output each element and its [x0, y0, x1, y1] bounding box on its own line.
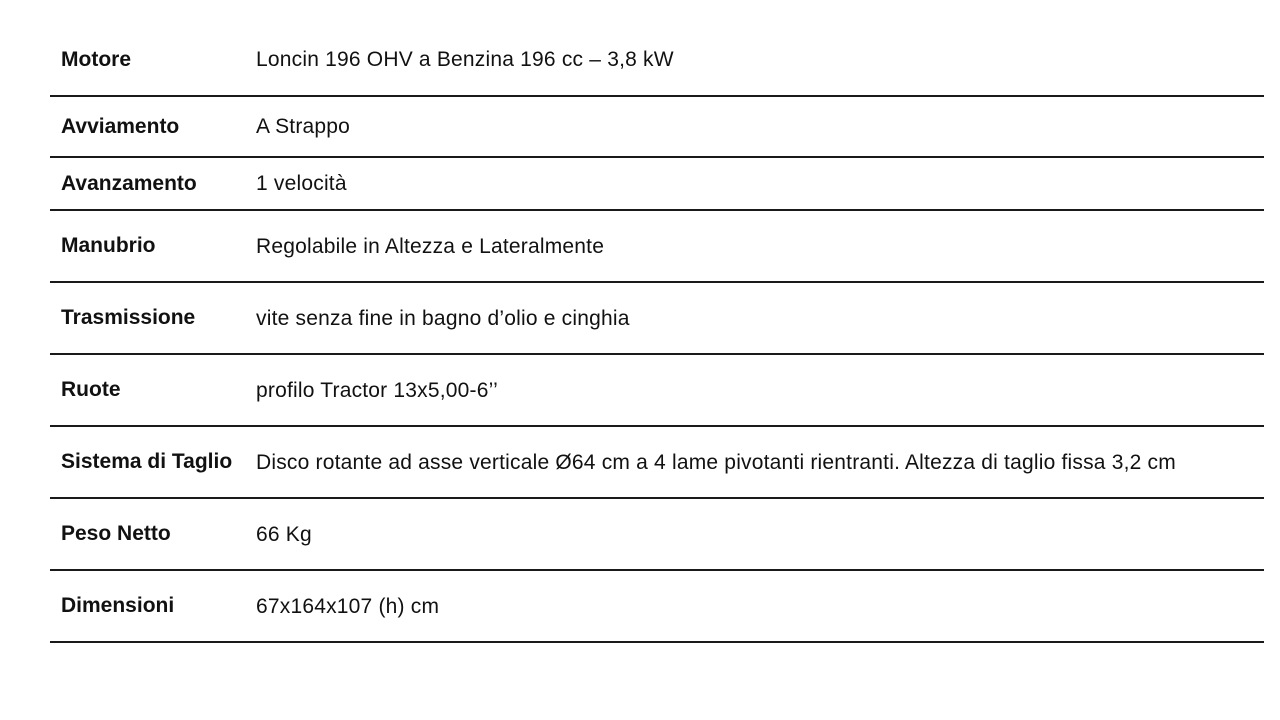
spec-value: Loncin 196 OHV a Benzina 196 cc – 3,8 kW [256, 48, 674, 71]
spec-row-sistema-di-taglio [50, 426, 1264, 498]
spec-value: 1 velocità [256, 172, 347, 195]
spec-value: Regolabile in Altezza e Lateralmente [256, 234, 605, 258]
spec-row-dimensioni [50, 570, 1264, 642]
spec-value: vite senza fine in bagno d’olio e cinghia [256, 306, 630, 330]
spec-label: Motore [61, 47, 131, 71]
spec-row-trasmissione [50, 282, 1264, 354]
spec-label: Sistema di Taglio [61, 450, 233, 473]
spec-value: Disco rotante ad asse verticale Ø64 cm a 4 lame pivotanti rientranti. Altezza di taglio fissa 3,2 cm [256, 450, 1176, 474]
spec-label: Ruote [61, 378, 121, 401]
spec-label: Dimensioni [61, 594, 175, 617]
spec-row-ruote [50, 354, 1264, 426]
spec-row-peso-netto [50, 498, 1264, 570]
spec-row-avanzamento [50, 157, 1264, 210]
spec-value: 67x164x107 (h) cm [256, 594, 440, 618]
spec-value: profilo Tractor 13x5,00-6’’ [256, 378, 498, 402]
spec-label: Peso Netto [61, 522, 171, 545]
spec-table [50, 24, 1264, 643]
spec-value: A Strappo [256, 115, 351, 138]
spec-row-motore [50, 24, 1264, 96]
spec-label: Trasmissione [61, 306, 196, 329]
spec-label: Manubrio [61, 234, 156, 257]
spec-row-avviamento [50, 96, 1264, 157]
spec-row-manubrio [50, 210, 1264, 282]
spec-label: Avviamento [61, 114, 180, 138]
spec-label: Avanzamento [61, 171, 197, 195]
spec-value: 66 Kg [256, 522, 312, 546]
